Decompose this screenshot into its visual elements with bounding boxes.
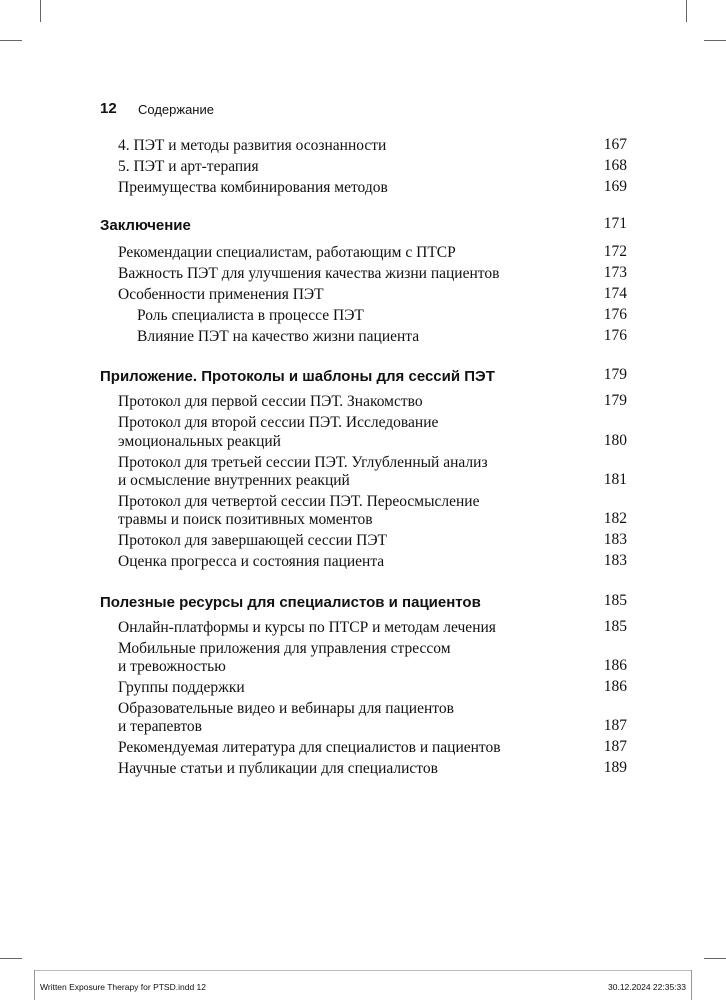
- toc-entry[interactable]: Протокол для первой сессии ПЭТ. Знакомство: [118, 393, 423, 410]
- toc-entry-continuation: и осмысление внутренних реакций: [118, 472, 350, 489]
- toc-entry[interactable]: Мобильные приложения для управления стрессом: [118, 640, 451, 657]
- toc-entry[interactable]: Группы поддержки: [118, 679, 245, 696]
- toc-entry[interactable]: 5. ПЭТ и арт-терапия: [118, 158, 259, 175]
- slug-divider: [34, 970, 35, 1000]
- toc-page-number: 168: [603, 157, 627, 174]
- toc-page-number: 172: [603, 243, 627, 260]
- toc-page-number: 180: [603, 432, 627, 449]
- toc-entry-continuation: и тревожностью: [118, 658, 226, 675]
- toc-page-number: 176: [603, 306, 627, 323]
- toc-entry[interactable]: Особенности применения ПЭТ: [118, 286, 324, 303]
- toc-entry[interactable]: Протокол для завершающей сессии ПЭТ: [118, 532, 388, 549]
- slug-file-name: Written Exposure Therapy for PTSD.indd 12: [40, 982, 206, 992]
- toc-entry[interactable]: Онлайн-платформы и курсы по ПТСР и методам лечения: [118, 619, 496, 636]
- toc-subentry[interactable]: Роль специалиста в процессе ПЭТ: [137, 307, 364, 324]
- toc-page-number: 173: [603, 264, 627, 281]
- toc-page-number: 176: [603, 327, 627, 344]
- toc-entry-continuation: и терапевтов: [118, 718, 202, 735]
- toc-entry[interactable]: Преимущества комбинирования методов: [118, 179, 388, 196]
- toc-page-number: 181: [603, 471, 627, 488]
- toc-page-number: 174: [603, 285, 627, 302]
- toc-section-heading[interactable]: Приложение. Протоколы и шаблоны для сессий ПЭТ: [100, 368, 495, 385]
- toc-page-number: 183: [603, 552, 627, 569]
- toc-section-heading[interactable]: Полезные ресурсы для специалистов и пациентов: [100, 594, 481, 611]
- toc-entry[interactable]: Научные статьи и публикации для специалистов: [118, 760, 438, 777]
- toc-section-heading[interactable]: Заключение: [100, 217, 191, 234]
- crop-mark: [40, 0, 41, 22]
- crop-mark: [0, 40, 22, 41]
- toc-entry[interactable]: Протокол для четвертой сессии ПЭТ. Переосмысление: [118, 493, 480, 510]
- toc-page-number: 187: [603, 717, 627, 734]
- toc-entry-continuation: травмы и поиск позитивных моментов: [118, 511, 373, 528]
- toc-page-number: 185: [603, 592, 627, 609]
- slug-divider: [691, 970, 692, 1000]
- toc-page-number: 183: [603, 531, 627, 548]
- toc-entry[interactable]: Важность ПЭТ для улучшения качества жизни пациентов: [118, 265, 500, 282]
- toc-page-number: 167: [603, 136, 627, 153]
- crop-mark: [704, 40, 726, 41]
- crop-mark: [0, 958, 22, 959]
- toc-page-number: 179: [603, 366, 627, 383]
- crop-mark: [704, 958, 726, 959]
- toc-page-number: 189: [603, 759, 627, 776]
- toc-entry[interactable]: Рекомендации специалистам, работающим с ПТСР: [118, 244, 456, 261]
- toc-entry[interactable]: Протокол для третьей сессии ПЭТ. Углубленный анализ: [118, 454, 488, 471]
- toc-page-number: 171: [603, 215, 627, 232]
- crop-mark: [686, 0, 687, 22]
- toc-page-number: 179: [603, 392, 627, 409]
- toc-page-number: 187: [603, 738, 627, 755]
- toc-entry[interactable]: Рекомендуемая литература для специалистов и пациентов: [118, 739, 501, 756]
- running-header: Содержание: [138, 102, 214, 117]
- toc-subentry[interactable]: Влияние ПЭТ на качество жизни пациента: [137, 328, 420, 345]
- toc-entry[interactable]: Протокол для второй сессии ПЭТ. Исследование: [118, 414, 439, 431]
- slug-timestamp: 30.12.2024 22:35:33: [608, 982, 686, 992]
- toc-entry[interactable]: Образовательные видео и вебинары для пациентов: [118, 700, 454, 717]
- toc-page-number: 186: [603, 657, 627, 674]
- toc-page-number: 185: [603, 618, 627, 635]
- toc-entry[interactable]: Оценка прогресса и состояния пациента: [118, 553, 385, 570]
- toc-page-number: 169: [603, 178, 627, 195]
- toc-entry[interactable]: 4. ПЭТ и методы развития осознанности: [118, 137, 387, 154]
- slug-divider: [34, 970, 692, 971]
- page-number: 12: [100, 100, 117, 117]
- toc-page-number: 182: [603, 510, 627, 527]
- toc-page-number: 186: [603, 678, 627, 695]
- toc-entry-continuation: эмоциональных реакций: [118, 433, 281, 450]
